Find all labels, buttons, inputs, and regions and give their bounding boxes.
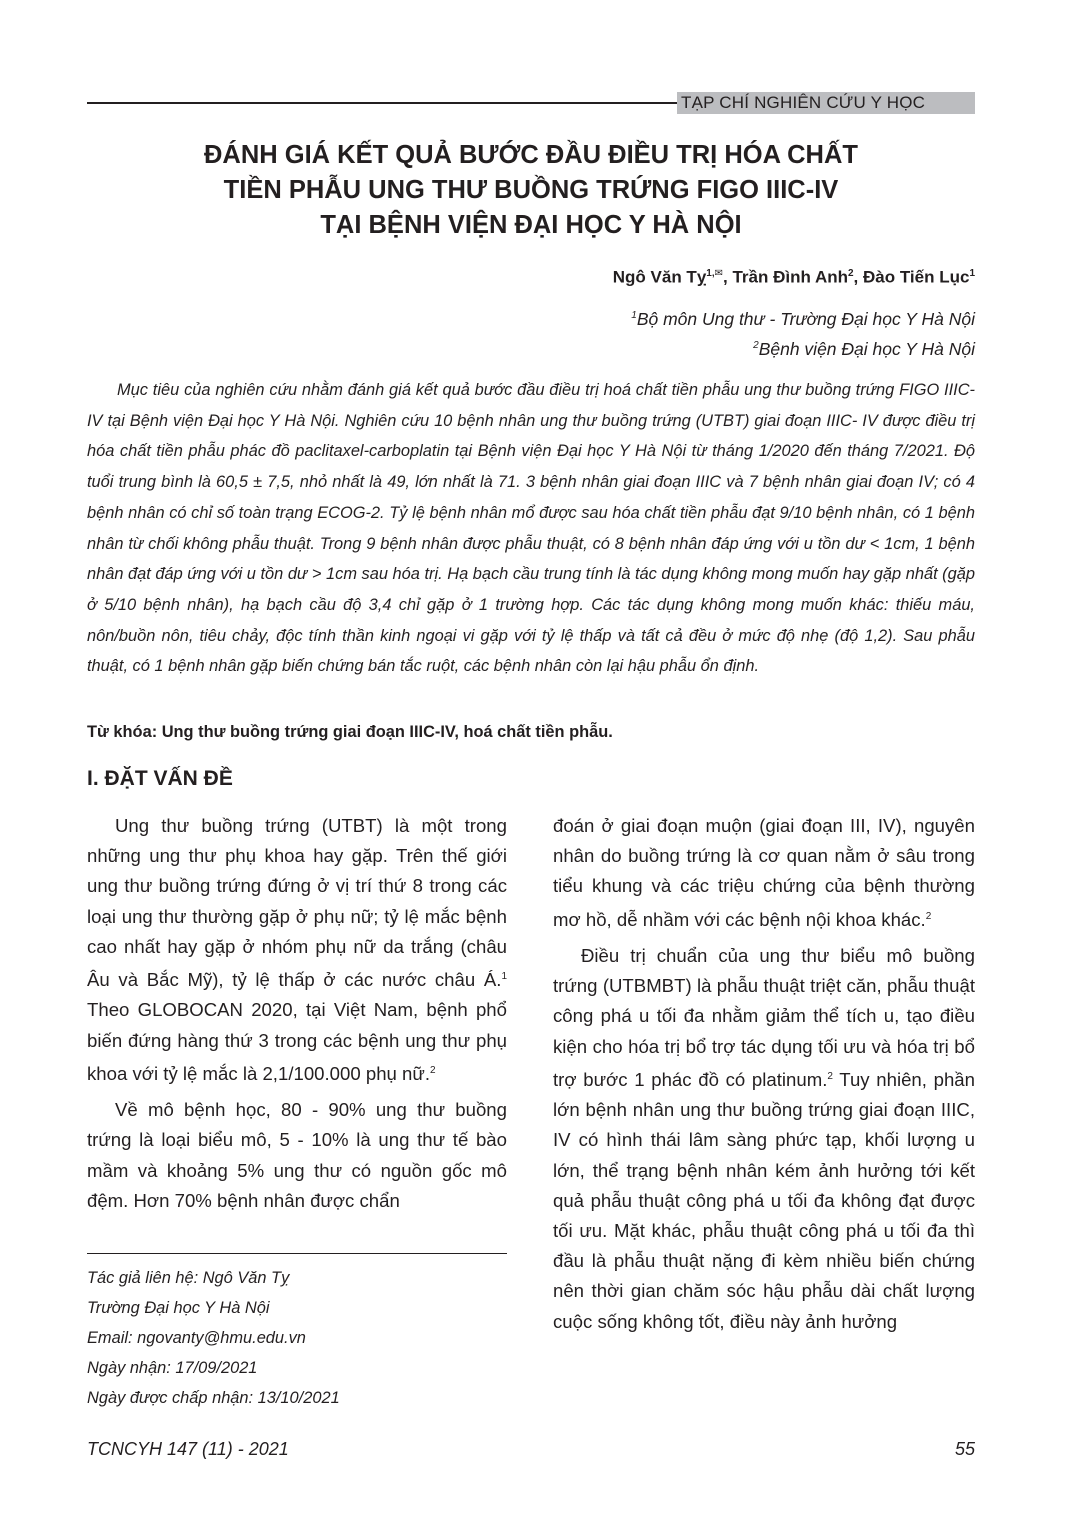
keywords: Từ khóa: Ung thư buồng trứng giai đoạn IIIC-IV, hoá chất tiền phẫu.: [87, 723, 613, 741]
journal-name: TẠP CHÍ NGHIÊN CỨU Y HỌC: [677, 92, 975, 114]
affiliation-mark: 2: [753, 340, 759, 351]
affiliation-text: Bệnh viện Đại học Y Hà Nội: [758, 338, 975, 359]
author-name: Trần Đình Anh: [732, 267, 848, 287]
citation-ref: 2: [827, 1070, 833, 1082]
author-affiliation-mark: 1,✉: [706, 268, 723, 279]
body-text: Ung thư buồng trứng (UTBT) là một trong những ung thư phụ khoa hay gặp. Trên thế giới ung thư buồng trứng đứng ở vị trí thứ 8 trong các loại ung thư thường gặp ở phụ nữ; tỷ lệ mắc bệnh cao nhất hay gặp ở nhóm phụ nữ da trắng (châu Âu và Bắc Mỹ), tỷ lệ thấp ở các nước châu Á.: [87, 815, 507, 991]
footnote-line: Ngày nhận: 17/09/2021: [87, 1359, 258, 1377]
body-text: Tuy nhiên, phần lớn bệnh nhân ung thư buồng trứng giai đoạn IIIC, IV có hình thái lâm sàng phức tạp, khối lượng u lớn, thể trạng bệnh nhân kém ảnh hưởng tới kết quả phẫu thuật công phá u tối đa không đạt được tối ưu. Mặt khác, phẫu thuật công phá u tối đa thì đầu là phẫu thuật nặng đi kèm nhiều biến chứng nên thời gian chăm sóc hậu phẫu dài chất lượng cuộc sống không tốt, điều này ảnh hưởng: [553, 1069, 975, 1332]
body-text: Theo GLOBOCAN 2020, tại Việt Nam, bệnh phổ biến đứng hàng thứ 3 trong các bệnh ung thư phụ khoa với tỷ lệ mắc là 2,1/100.000 phụ nữ.: [87, 999, 507, 1084]
footnote-line: Tác giả liên hệ: Ngô Văn Tỵ: [87, 1269, 290, 1287]
body-text: Điều trị chuẩn của ung thư biểu mô buồng trứng (UTBMBT) là phẫu thuật triệt căn, phẫu thuật công phá u tối đa nhằm giảm thể tích u, tạo điều kiện cho hóa trị bổ trợ tác dụng tối ưu và hóa trị bổ trợ bước 1 phác đồ có platinum.: [553, 945, 975, 1090]
right-column: [553, 811, 975, 1337]
author-name: Ngô Văn Tỵ: [612, 267, 707, 287]
page-number: 55: [954, 1439, 975, 1459]
header-rule: [87, 102, 677, 104]
footnote-line: Email: ngovanty@hmu.edu.vn: [87, 1329, 306, 1347]
body-paragraph: [553, 811, 975, 935]
author-name: Đào Tiến Lục: [863, 267, 970, 287]
section-heading: I. ĐẶT VẤN ĐỀ: [87, 767, 233, 790]
footnote-line: Ngày được chấp nhận: 13/10/2021: [87, 1389, 340, 1407]
article-title: [87, 138, 975, 243]
abstract: Mục tiêu của nghiên cứu nhằm đánh giá kết quả bước đầu điều trị hoá chất tiền phẫu ung thư buồng trứng FIGO IIIC-IV tại Bệnh viện Đại học Y Hà Nội. Nghiên cứu 10 bệnh nhân ung thư buồng trứng (UTBT) giai đoạn IIIC- IV được điều trị hóa chất tiền phẫu phác đồ paclitaxel-carboplatin tại Bệnh viện Đại học Y Hà Nội từ tháng 1/2020 đến tháng 7/2021. Độ tuổi trung bình là 60,5 ± 7,5, nhỏ nhất là 49, lớn nhất là 71. 3 bệnh nhân giai đoạn IIIC và 7 bệnh nhân giai đoạn IV; có 4 bệnh nhân có chỉ số toàn trạng ECOG-2. Tỷ lệ bệnh nhân mổ được sau hóa chất tiền phẫu đạt 9/10 bệnh nhân, có 1 bệnh nhân từ chối không phẫu thuật. Trong 9 bệnh nhân được phẫu thuật, có 8 bệnh nhân đáp ứng với u tồn dư < 1cm, 1 bệnh nhân đạt đáp ứng với u tồn dư > 1cm sau hóa trị. Hạ bạch cầu trung tính là tác dụng không mong muốn hay gặp nhất (gặp ở 5/10 bệnh nhân), hạ bạch cầu độ 3,4 chỉ gặp ở 1 trường hợp. Các tác dụng không mong muốn khác: thiếu máu, nôn/buồn nôn, tiêu chảy, độc tính thần kinh ngoại vi gặp với tỷ lệ thấp và tất cả đều ở mức độ nhẹ (độ 1,2). Sau phẫu thuật, có 1 bệnh nhân gặp biến chứng bán tắc ruột, các bệnh nhân còn lại hậu phẫu ổn định.: [87, 381, 975, 676]
title-line: TẠI BỆNH VIỆN ĐẠI HỌC Y HÀ NỘI: [320, 211, 742, 239]
title-line: ĐÁNH GIÁ KẾT QUẢ BƯỚC ĐẦU ĐIỀU TRỊ HÓA CHẤT: [204, 141, 858, 169]
author-list: Ngô Văn Tỵ$^{1,✉}$, Trần Đình Anh$^2$, Đào Tiến Lục$^1$: [612, 267, 975, 287]
affiliation: [753, 334, 975, 361]
body-paragraph: [553, 941, 975, 1337]
affiliation-mark: 1: [631, 310, 637, 321]
footer-journal-issue: TCNCYH 147 (11) - 2021: [87, 1439, 289, 1459]
left-column: [87, 811, 507, 1216]
body-paragraph: Về mô bệnh học, 80 - 90% ung thư buồng trứng là loại biểu mô, 5 - 10% là ung thư tế bào mầm và khoảng 5% ung thư có nguồn gốc mô đệm. Hơn 70% bệnh nhân được chẩn: [87, 1099, 507, 1211]
author-affiliation-mark: 1: [969, 268, 975, 279]
citation-ref: 2: [925, 910, 932, 922]
citation-ref: 2: [430, 1064, 436, 1076]
affiliation-text: Bộ môn Ung thư - Trường Đại học Y Hà Nội: [636, 308, 975, 329]
footnote-line: Trường Đại học Y Hà Nội: [87, 1299, 270, 1317]
author-affiliation-mark: 2: [847, 268, 854, 279]
title-line: TIỀN PHẪU UNG THƯ BUỒNG TRỨNG FIGO IIIC-IV: [223, 176, 839, 204]
citation-ref: 1: [501, 971, 507, 983]
body-paragraph: [87, 811, 507, 1089]
correspondence-footnote: [87, 1263, 507, 1413]
footnote-rule: [87, 1253, 507, 1254]
affiliation: [631, 304, 975, 331]
body-text: đoán ở giai đoạn muộn (giai đoạn III, IV), nguyên nhân do buồng trứng là cơ quan nằm ở sâu trong tiểu khung và các triệu chứng của bệnh thường mơ hồ, dễ nhầm với các bệnh nội khoa khác.: [553, 815, 975, 930]
